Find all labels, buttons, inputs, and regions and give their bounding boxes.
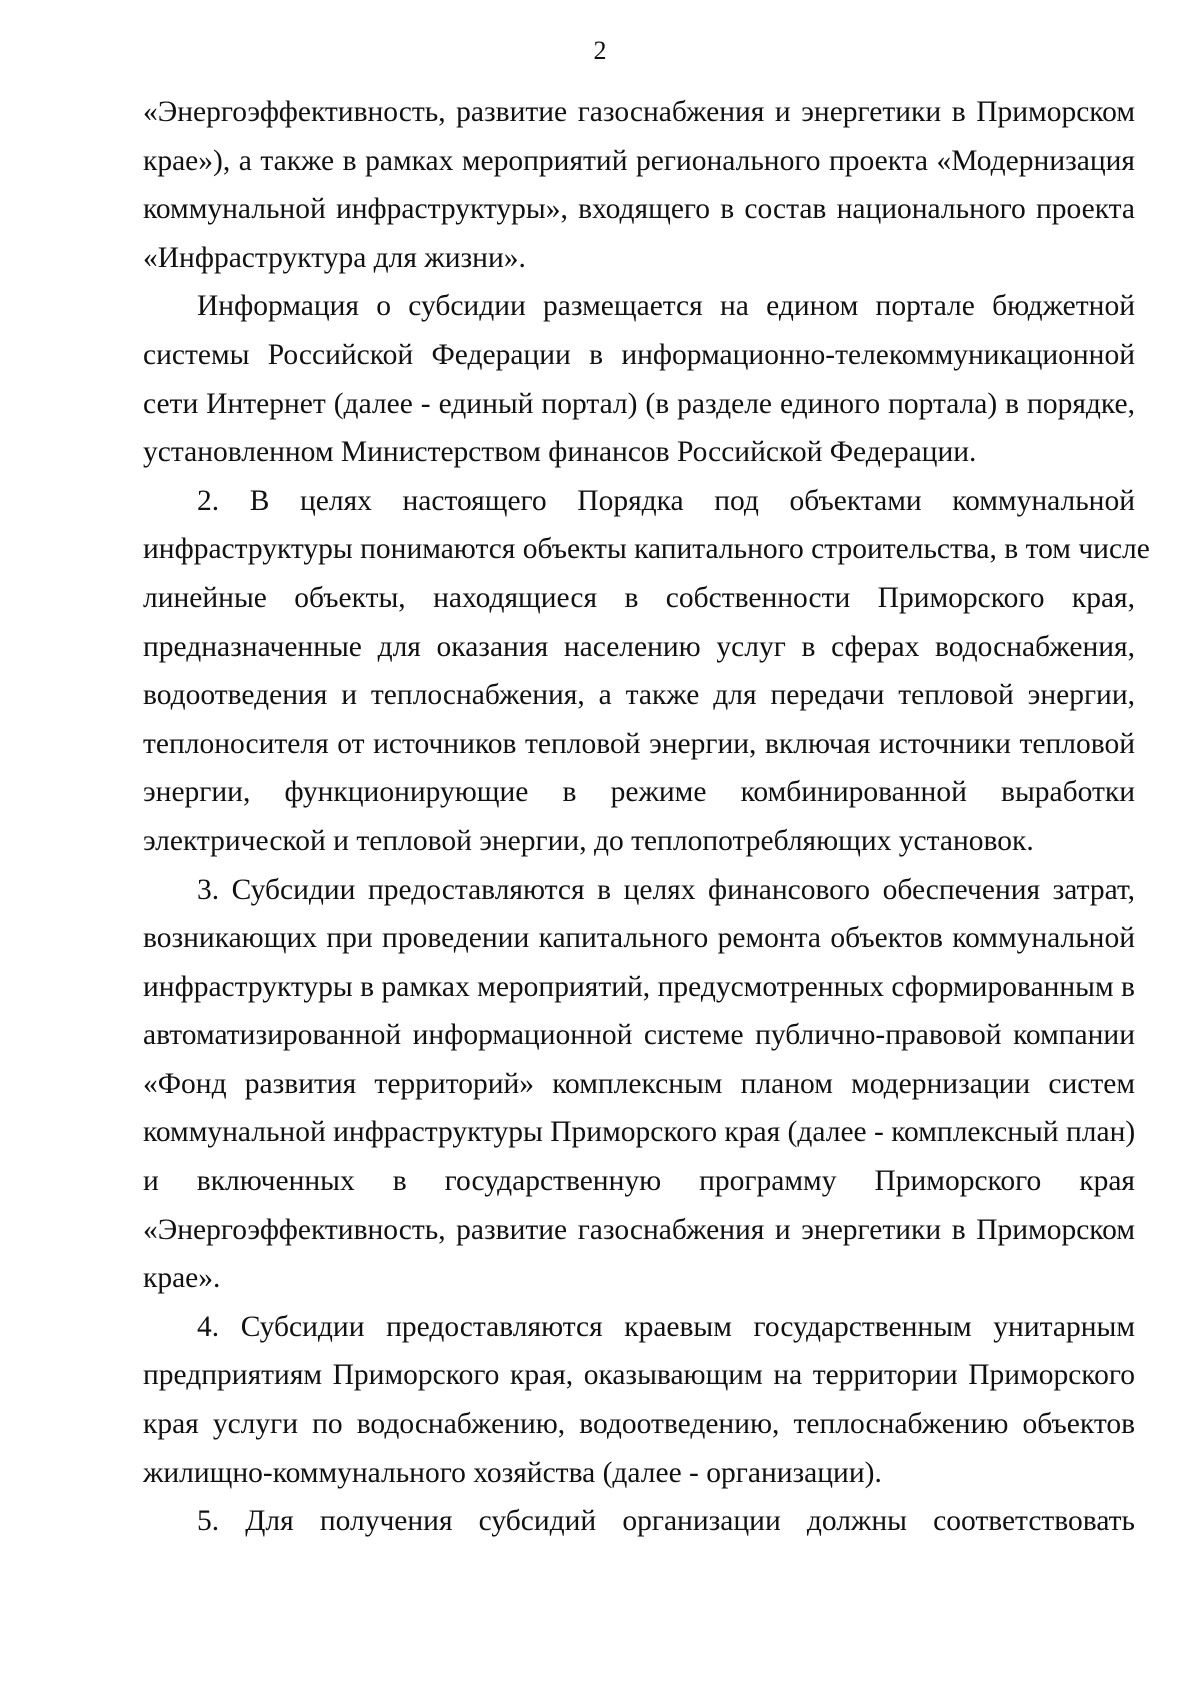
text-line: теплоносителя от источников тепловой энергии, включая источники тепловой: [143, 727, 1135, 760]
text-line: 3. Субсидии предоставляются в целях финансового обеспечения затрат,: [197, 873, 1135, 906]
text-line: крае»), а также в рамках мероприятий регионального проекта «Модернизация: [143, 144, 1135, 177]
text-line: инфраструктуры понимаются объекты капитального строительства, в том числе: [143, 533, 1150, 566]
text-line: предназначенные для оказания населению услуг в сферах водоснабжения,: [143, 630, 1135, 663]
text-line: системы Российской Федерации в информационно-телекоммуникационной: [143, 338, 1135, 371]
paragraph: [143, 477, 1150, 866]
text-line: автоматизированной информационной системе публично-правовой компании: [143, 1019, 1135, 1052]
paragraph: [143, 282, 1135, 476]
text-line: крае».: [143, 1262, 221, 1295]
paragraph: [143, 88, 1135, 282]
text-line: жилищно-коммунального хозяйства (далее - организации).: [143, 1456, 882, 1489]
paragraph: [143, 1497, 1135, 1546]
text-line: предприятиям Приморского края, оказывающим на территории Приморского: [143, 1359, 1135, 1392]
text-line: линейные объекты, находящиеся в собственности Приморского края,: [143, 581, 1135, 614]
page-number: 2: [593, 36, 607, 65]
text-line: «Энергоэффективность, развитие газоснабжения и энергетики в Приморском: [143, 1213, 1135, 1246]
text-line: электрической и тепловой энергии, до теплопотребляющих установок.: [143, 824, 1034, 857]
text-line: водоотведения и теплоснабжения, а также для передачи тепловой энергии,: [143, 679, 1135, 712]
text-line: «Энергоэффективность, развитие газоснабжения и энергетики в Приморском: [143, 96, 1135, 128]
text-line: «Инфраструктура для жизни».: [143, 241, 526, 274]
text-line: установленном Министерством финансов Российской Федерации.: [143, 436, 977, 469]
text-line: энергии, функционирующие в режиме комбинированной выработки: [143, 776, 1135, 809]
text-line: инфраструктуры в рамках мероприятий, предусмотренных сформированным в: [143, 970, 1135, 1003]
text-line: 2. В целях настоящего Порядка под объектами коммунальной: [197, 484, 1135, 517]
paragraph: [143, 866, 1135, 1303]
text-line: и включенных в государственную программу Приморского края: [143, 1165, 1135, 1198]
text-line: коммунальной инфраструктуры», входящего в состав национального проекта: [143, 193, 1135, 226]
paragraph: [143, 1303, 1135, 1497]
text-line: края услуги по водоснабжению, водоотведению, теплоснабжению объектов: [143, 1408, 1135, 1441]
text-line: 4. Субсидии предоставляются краевым государственным унитарным: [197, 1310, 1135, 1343]
text-line: коммунальной инфраструктуры Приморского края (далее - комплексный план): [143, 1116, 1136, 1149]
document-body: [143, 88, 1150, 1546]
text-line: сети Интернет (далее - единый портал) (в разделе единого портала) в порядке,: [143, 387, 1135, 420]
text-line: «Фонд развития территорий» комплексным планом модернизации систем: [143, 1067, 1135, 1100]
text-line: возникающих при проведении капитального ремонта объектов коммунальной: [143, 922, 1135, 955]
text-line: 5. Для получения субсидий организации должны соответствовать: [197, 1505, 1135, 1538]
text-line: Информация о субсидии размещается на едином портале бюджетной: [197, 290, 1135, 323]
